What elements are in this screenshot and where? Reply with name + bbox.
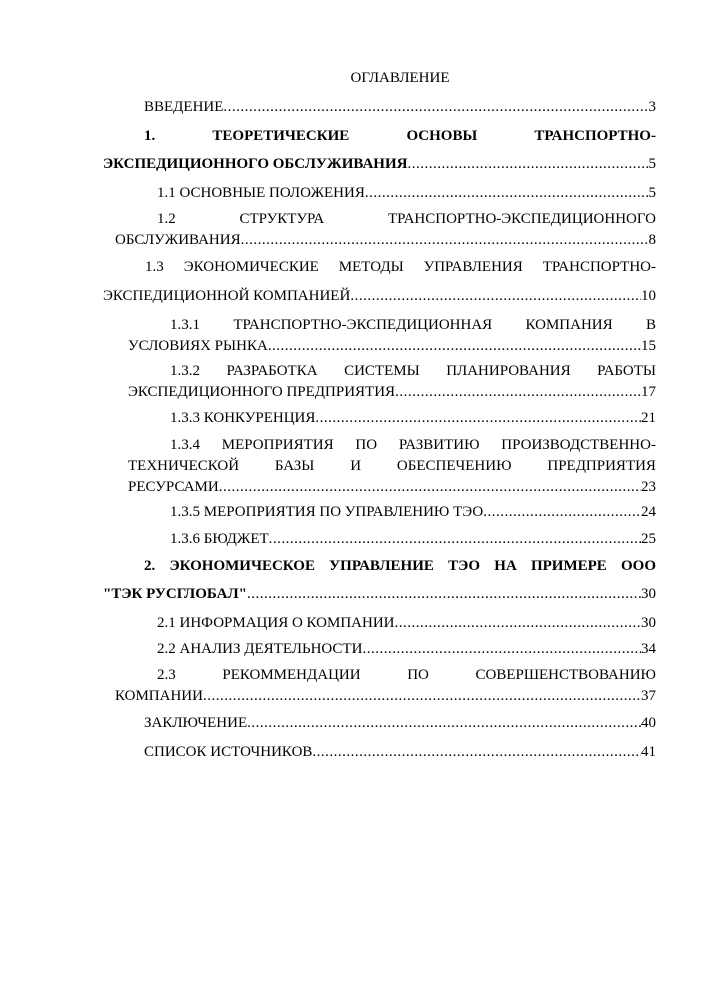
toc-title-word: СТРУКТУРА [239,211,325,227]
toc-title-word: ТРАНСПОРТНО- [534,128,656,144]
toc-entry-1-3-3[interactable] [170,409,656,427]
toc-entry-chapter-2-cont[interactable] [103,585,656,603]
toc-title-word: НА [494,558,517,574]
toc-title-word: ПЛАНИРОВАНИЯ [446,363,571,379]
toc-title-word: ПО [407,667,429,683]
toc-title-word: ТРАНСПОРТНО- [542,259,656,275]
toc-entry-title-line2 [128,457,656,475]
toc-title-word: МЕРОПРИЯТИЯ [221,437,334,453]
toc-title-word: ЭКОНОМИЧЕСКИЕ [183,259,319,275]
toc-leader-dots [395,614,641,632]
toc-leader-dots [312,743,641,761]
toc-entry-intro[interactable] [144,98,656,116]
toc-title-word: БАЗЫ [274,458,315,474]
toc-title-word: УПРАВЛЕНИЕ [329,558,434,574]
toc-entry-title-line1 [144,127,656,145]
toc-leader-dots [219,478,641,496]
toc-entry-title: СПИСОК ИСТОЧНИКОВ [144,744,313,760]
toc-leader-dots [350,287,641,305]
toc-entry-title: ЭКСПЕДИЦИОННОЙ КОМПАНИЕЙ [103,288,351,304]
toc-leader-dots [483,503,641,521]
toc-page-number: 10 [641,288,656,304]
toc-entry-conclusion[interactable] [144,714,656,732]
toc-page-number: 3 [648,99,656,115]
toc-entry-1-3-6[interactable] [170,530,656,548]
toc-leader-dots [241,231,649,249]
toc-title-word: 2.3 [157,667,176,683]
toc-leader-dots [268,337,641,355]
toc-entry-title: ЭКСПЕДИЦИОННОГО ПРЕДПРИЯТИЯ [128,384,396,400]
toc-title-word: ОСНОВЫ [406,128,478,144]
toc-entry-2-3[interactable] [115,666,656,705]
toc-entry-title-line1 [170,316,656,334]
toc-entry-title-line1 [145,258,656,276]
toc-entry-title-line1 [170,436,656,454]
toc-entry-1-3[interactable] [145,258,656,276]
toc-entry-title-line1 [170,362,656,380]
toc-title-word: ТЕОРЕТИЧЕСКИЕ [212,128,350,144]
toc-title-word: 1. [144,128,156,144]
toc-page-number: 30 [641,586,656,602]
toc-entry-1-1[interactable] [157,184,656,202]
toc-title-word: ОБЕСПЕЧЕНИЮ [396,458,512,474]
toc-page-number: 15 [641,338,656,354]
toc-leader-dots [247,585,641,603]
toc-entry-1-3-2[interactable] [128,362,656,401]
toc-entry-1-3-5[interactable] [170,503,656,521]
toc-entry-title: РЕСУРСАМИ [128,479,219,495]
toc-title-word: РАЗВИТИЮ [398,437,480,453]
toc-entry-title: ВВЕДЕНИЕ [144,99,224,115]
toc-title-word: ЭКОНОМИЧЕСКОЕ [169,558,315,574]
toc-title-word: СИСТЕМЫ [344,363,420,379]
toc-entry-sources[interactable] [144,743,656,761]
toc-entry-title: "ТЭК РУСГЛОБАЛ" [103,586,247,602]
toc-entry-1-2[interactable] [115,210,656,249]
toc-page-number: 24 [641,504,656,520]
toc-entry-2-2[interactable] [157,640,656,658]
toc-entry-chapter-1-cont[interactable] [103,155,656,173]
toc-title-word: ПРИМЕРЕ [530,558,607,574]
toc-entry-chapter-2[interactable] [144,557,656,575]
toc-page-number: 40 [641,715,656,731]
toc-title-word: 1.2 [157,211,176,227]
toc-entry-title: ЗАКЛЮЧЕНИЕ [144,715,248,731]
toc-entry-2-1[interactable] [157,614,656,632]
toc-leader-dots [315,409,641,427]
toc-title-word: 2. [144,558,156,574]
toc-entry-title: 1.3.6 БЮДЖЕТ [170,531,269,547]
toc-leader-dots [223,98,648,116]
toc-title-word: СОВЕРШЕНСТВОВАНИЮ [475,667,656,683]
toc-entry-title: 2.1 ИНФОРМАЦИЯ О КОМПАНИИ [157,615,395,631]
toc-title-word: МЕТОДЫ [338,259,404,275]
toc-title-word: 1.3.1 [170,317,200,333]
toc-leader-dots [362,640,641,658]
toc-page-number: 17 [641,384,656,400]
toc-title-word: 1.3.4 [170,437,200,453]
toc-entry-title: КОМПАНИИ [115,688,203,704]
toc-leader-dots [365,184,649,202]
toc-entry-1-3-4[interactable] [128,436,656,496]
toc-page-number: 37 [641,688,656,704]
toc-entry-title: УСЛОВИЯХ РЫНКА [128,338,268,354]
toc-entry-title: ОБСЛУЖИВАНИЯ [115,232,241,248]
toc-entry-title-line1 [144,557,656,575]
toc-entry-chapter-1[interactable] [144,127,656,145]
toc-title-word: 1.3 [145,259,164,275]
toc-page-number: 5 [648,156,656,172]
toc-title-word: В [645,317,656,333]
toc-title-word: РЕКОММЕНДАЦИИ [222,667,361,683]
toc-page-number: 34 [641,641,656,657]
toc-title-word: РАЗРАБОТКА [226,363,318,379]
toc-title-word: ПРОИЗВОДСТВЕННО- [501,437,656,453]
toc-title-word: ТЭО [448,558,481,574]
toc-leader-dots [395,383,641,401]
toc-entry-title: 1.1 ОСНОВНЫЕ ПОЛОЖЕНИЯ [157,185,365,201]
toc-heading: ОГЛАВЛЕНИЕ [350,70,450,86]
toc-page-number: 21 [641,410,656,426]
toc-entry-1-3-1[interactable] [128,316,656,355]
toc-title-word: 1.3.2 [170,363,200,379]
toc-page-number: 5 [648,185,656,201]
toc-title-word: ТРАНСПОРТНО-ЭКСПЕДИЦИОННОГО [388,211,656,227]
toc-title-word: КОМПАНИЯ [525,317,613,333]
toc-entry-title-line1 [157,666,656,684]
toc-entry-title: 1.3.5 МЕРОПРИЯТИЯ ПО УПРАВЛЕНИЮ ТЭО [170,504,484,520]
toc-page-number: 23 [641,479,656,495]
toc-page-number: 8 [648,232,656,248]
toc-page-number: 25 [641,531,656,547]
toc-title-word: ПО [355,437,378,453]
toc-entry-title: 2.2 АНАЛИЗ ДЕЯТЕЛЬНОСТИ [157,641,363,657]
toc-title-word: И [350,458,362,474]
toc-title-word: ПРЕДПРИЯТИЯ [547,458,656,474]
toc-title-word: УПРАВЛЕНИЯ [423,259,523,275]
toc-page-number: 30 [641,615,656,631]
toc-entry-title-line1 [157,210,656,228]
toc-title-word: ТЕХНИЧЕСКОЙ [128,458,240,474]
toc-leader-dots [269,530,641,548]
toc-title-word: ТРАНСПОРТНО-ЭКСПЕДИЦИОННАЯ [233,317,493,333]
toc-entry-title: 1.3.3 КОНКУРЕНЦИЯ [170,410,316,426]
toc-entry-1-3-cont[interactable] [103,287,656,305]
toc-leader-dots [407,155,648,173]
toc-leader-dots [203,687,641,705]
toc-page-number: 41 [641,744,656,760]
toc-title-word: ООО [620,558,656,574]
toc-title-word: РАБОТЫ [597,363,656,379]
toc-leader-dots [247,714,641,732]
toc-entry-title: ЭКСПЕДИЦИОННОГО ОБСЛУЖИВАНИЯ [103,156,408,172]
